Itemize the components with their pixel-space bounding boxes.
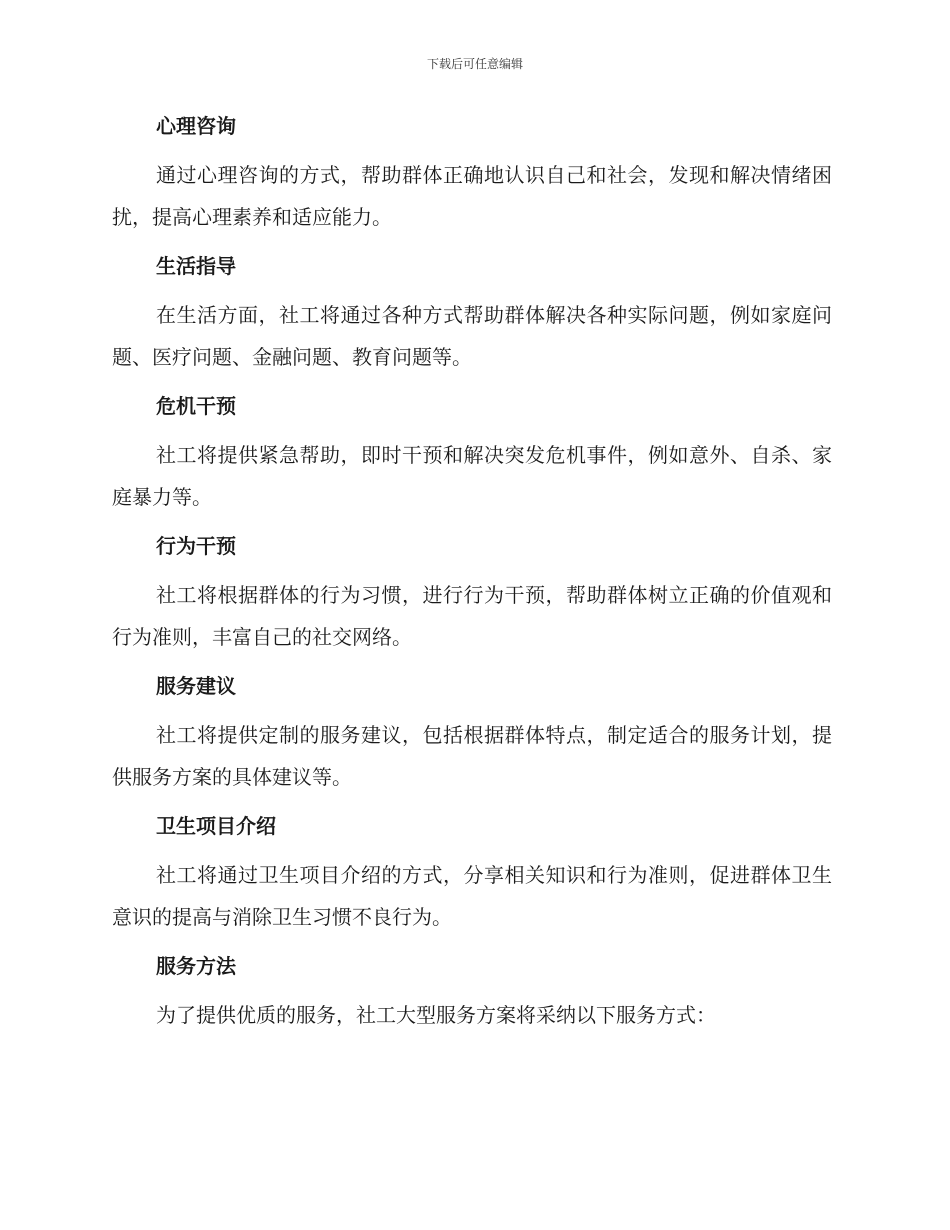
section-title: 心理咨询	[156, 114, 236, 138]
section-body: 社工将根据群体的行为习惯，进行行为干预，帮助群体树立正确的价值观和行为准则，丰富自己的社交网络。	[112, 583, 832, 649]
section-title: 卫生项目介绍	[156, 814, 276, 838]
section-body: 为了提供优质的服务，社工大型服务方案将采纳以下服务方式：	[156, 1003, 716, 1027]
section-title: 危机干预	[156, 394, 236, 418]
section-psychological-counseling	[112, 110, 832, 238]
section-crisis-intervention	[112, 390, 832, 518]
header-note: 下载后可任意编辑	[426, 57, 523, 71]
section-service-suggestions	[112, 670, 832, 798]
section-title: 行为干预	[156, 534, 236, 558]
section-life-guidance	[112, 250, 832, 378]
section-body: 在生活方面，社工将通过各种方式帮助群体解决各种实际问题，例如家庭问题、医疗问题、金融问题、教育问题等。	[112, 303, 832, 369]
section-body: 社工将提供紧急帮助，即时干预和解决突发危机事件，例如意外、自杀、家庭暴力等。	[112, 443, 832, 509]
section-hygiene-project	[112, 810, 832, 938]
section-body: 通过心理咨询的方式，帮助群体正确地认识自己和社会，发现和解决情绪困扰，提高心理素养和适应能力。	[112, 163, 832, 229]
section-body: 社工将提供定制的服务建议，包括根据群体特点，制定适合的服务计划，提供服务方案的具体建议等。	[112, 723, 832, 789]
section-title: 服务方法	[156, 954, 236, 978]
section-title: 生活指导	[156, 254, 236, 278]
document-content	[112, 110, 832, 1048]
section-title: 服务建议	[156, 674, 236, 698]
section-body: 社工将通过卫生项目介绍的方式，分享相关知识和行为准则，促进群体卫生意识的提高与消除卫生习惯不良行为。	[112, 863, 832, 929]
section-service-methods	[112, 950, 832, 1036]
section-behavior-intervention	[112, 530, 832, 658]
